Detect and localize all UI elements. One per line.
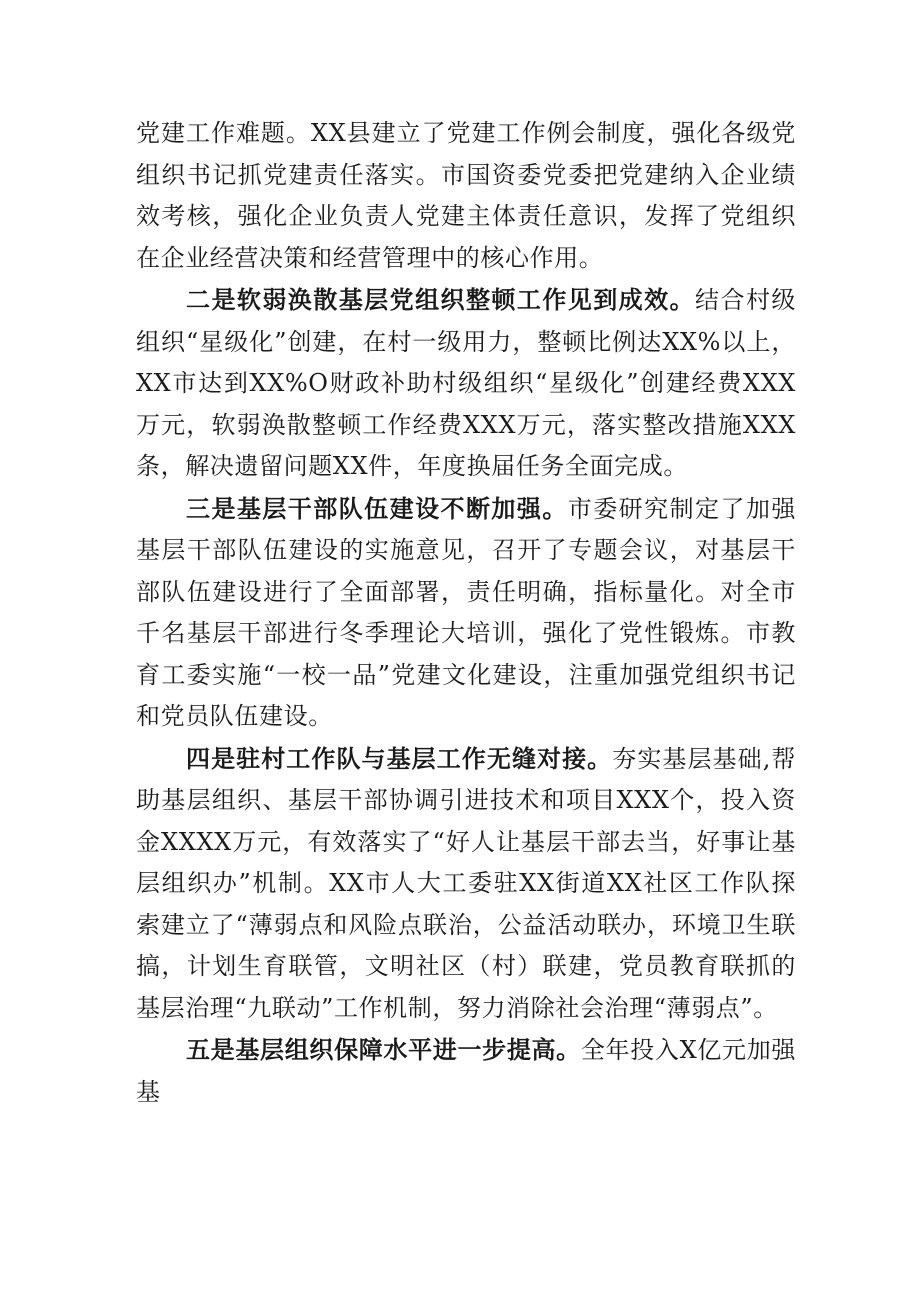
paragraph-1-body: 党建工作难题。XX县建立了党建工作例会制度，强化各级党组织书记抓党建责任落实。市国资委党委把党建纳入企业绩效考核，强化企业负责人党建主体责任意识，发挥了党组织在企业经营决策和经营管理中的核心作用。 [136, 119, 796, 272]
paragraph-2-lead: 二是软弱涣散基层党组织整顿工作见到成效。 [186, 285, 696, 314]
document-page [136, 112, 796, 1113]
paragraph-4-lead: 四是驻村工作队与基层工作无缝对接。 [186, 743, 613, 773]
paragraph-5-body: 全年投入X亿元加强基 [136, 1036, 796, 1106]
paragraph-4-body: 夯实基层基础,帮助基层组织、基层干部协调引进技术和项目XXX个，投入资金XXXX万元，有效落实了“好人让基层干部去当，好事让基层组织办”机制。XX市人大工委驻XX街道XX社区工作队探索建立了“薄弱点和风险点联治，公益活动联办，环境卫生联搞，计划生育联管，文明社区（村）联建，党员教育联抓的基层治理“九联动”工作机制，努力消除社会治理“薄弱点”。 [136, 744, 796, 1022]
paragraph-3 [136, 488, 796, 738]
paragraph-2 [136, 279, 796, 488]
paragraph-5 [136, 1029, 796, 1113]
paragraph-3-body: 市委研究制定了加强基层干部队伍建设的实施意见，召开了专题会议，对基层干部队伍建设进行了全面部署，责任明确，指标量化。对全市千名基层干部进行冬季理论大培训，强化了党性锻炼。市教育工委实施“一校一品”党建文化建设，注重加强党组织书记和党员队伍建设。 [136, 494, 796, 730]
paragraph-1 [136, 112, 796, 279]
paragraph-5-lead: 五是基层组织保障水平进一步提高。 [186, 1035, 581, 1064]
paragraph-3-lead: 三是基层干部队伍建设不断加强。 [186, 493, 568, 523]
paragraph-4 [136, 738, 796, 1030]
paragraph-2-body: 结合村级组织“星级化”创建，在村一级用力，整顿比例达XX%以上，XX市达到XX%O财政补助村级组织“星级化”创建经费XXX万元，软弱涣散整顿工作经费XXX万元，落实整改措施XXX条，解决遗留问题XX件，年度换届任务全面完成。 [136, 286, 797, 480]
